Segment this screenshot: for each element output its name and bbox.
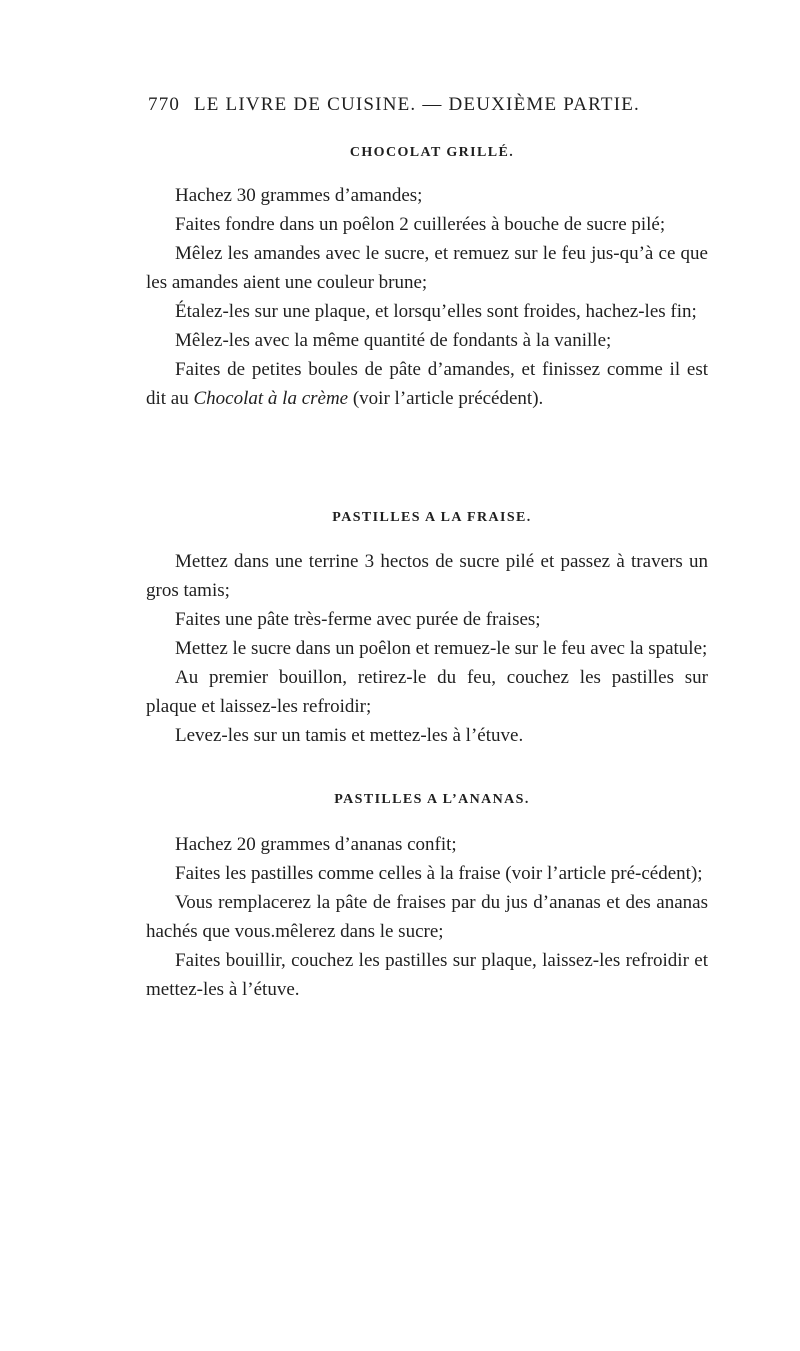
cross-reference: Chocolat à la crème xyxy=(193,388,349,409)
text-span: (voir l’article précédent). xyxy=(348,388,544,409)
recipe-pastilles-fraise xyxy=(146,510,708,750)
instruction-paragraph: Mettez le sucre dans un poêlon et remuez-le sur le feu avec la spatule; xyxy=(175,638,708,659)
instruction-paragraph: Hachez 30 grammes d’amandes; xyxy=(175,185,423,206)
instruction-paragraph: Faites une pâte très-ferme avec purée de fraises; xyxy=(175,609,541,630)
instruction-paragraph: Mêlez-les avec la même quantité de fondants à la vanille; xyxy=(175,330,612,351)
page-number: 770 xyxy=(148,94,181,115)
instruction-paragraph: Mettez dans une terrine 3 hectos de sucre pilé et passez à travers un gros tamis; xyxy=(146,551,708,601)
recipe-pastilles-ananas xyxy=(146,792,708,1004)
instruction-paragraph xyxy=(146,355,708,413)
instruction-paragraph: Faites fondre dans un poêlon 2 cuillerées à bouche de sucre pilé; xyxy=(175,214,666,235)
instruction-paragraph: Faites bouillir, couchez les pastilles sur plaque, laissez-les refroidir et mettez-les à l’étuve. xyxy=(146,950,708,1000)
running-header xyxy=(148,94,708,116)
instruction-paragraph: Levez-les sur un tamis et mettez-les à l’étuve. xyxy=(175,725,524,746)
instruction-paragraph: Faites les pastilles comme celles à la fraise (voir l’article pré-cédent); xyxy=(175,863,703,884)
recipe-title: PASTILLES A LA FRAISE. xyxy=(332,510,532,525)
running-title: LE LIVRE DE CUISINE. — DEUXIÈME PARTIE. xyxy=(193,94,640,115)
instruction-paragraph: Mêlez les amandes avec le sucre, et remuez sur le feu jus-qu’à ce que les amandes aient une couleur brune; xyxy=(146,243,708,293)
recipe-chocolat-grille xyxy=(146,145,708,413)
recipe-title: CHOCOLAT GRILLÉ. xyxy=(349,145,515,160)
instruction-paragraph: Vous remplacerez la pâte de fraises par du jus d’ananas et des ananas hachés que vous.mêlerez dans le sucre; xyxy=(146,892,708,942)
text-span: Faites de petites boules de pâte d’amandes, et finissez comme il est dit au xyxy=(146,359,708,409)
instruction-paragraph: Étalez-les sur une plaque, et lorsqu’elles sont froides, hachez-les fin; xyxy=(175,301,697,322)
recipe-title: PASTILLES A L’ANANAS. xyxy=(334,792,530,807)
instruction-paragraph: Au premier bouillon, retirez-le du feu, couchez les pastilles sur plaque et laissez-les refroidir; xyxy=(146,667,708,717)
instruction-paragraph: Hachez 20 grammes d’ananas confit; xyxy=(175,834,457,855)
